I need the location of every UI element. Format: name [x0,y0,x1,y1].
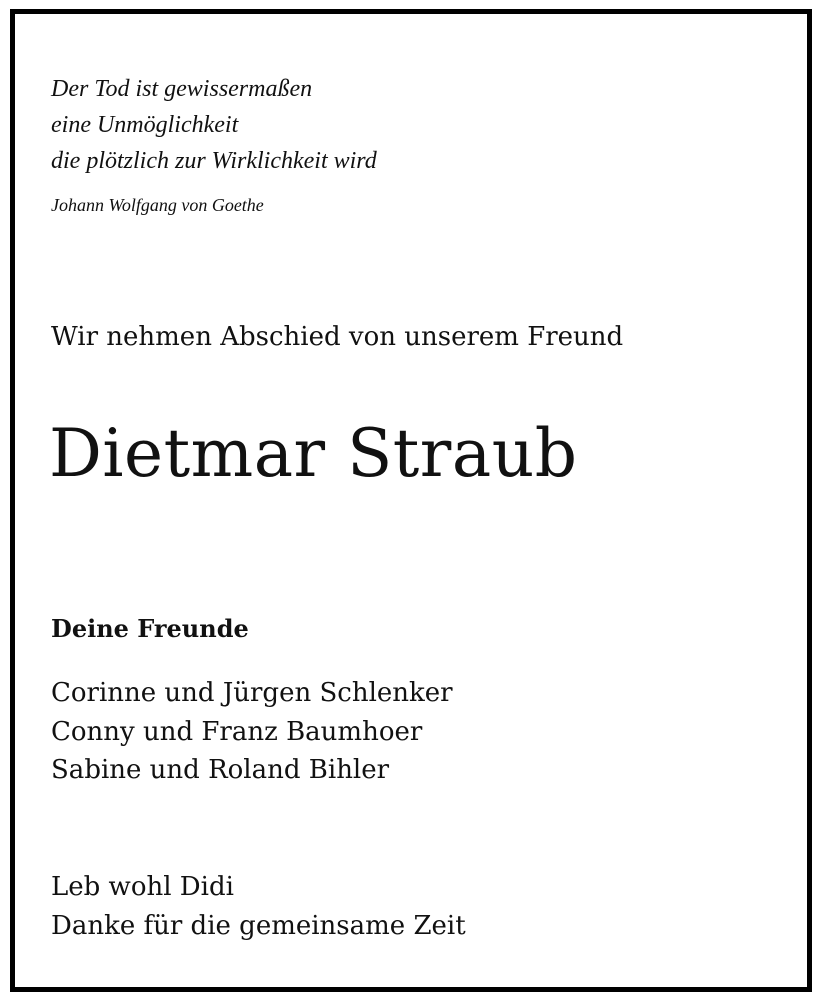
quote-line: Der Tod ist gewissermaßen [51,76,313,102]
friend-entry: Corinne und Jürgen Schlenker [51,678,453,708]
friend-entry: Conny und Franz Baumhoer [51,716,423,747]
quote-author: Johann Wolfgang von Goethe [51,195,264,215]
obituary-content [51,14,787,987]
quote-line: die plötzlich zur Wirklichkeit wird [51,148,377,174]
quote [51,71,377,179]
farewell-line: Danke für die gemeinsame Zeit [51,910,466,941]
friends-heading: Deine Freunde [51,614,249,643]
quote-line: eine Unmöglichkeit [51,112,239,138]
obituary-frame [10,9,812,992]
farewell-line: Leb wohl Didi [51,872,234,902]
intro-text: Wir nehmen Abschied von unserem Freund [51,322,624,352]
friends-list [51,674,453,790]
friend-entry: Sabine und Roland Bihler [51,755,390,785]
farewell-message [51,868,466,945]
deceased-name: Dietmar Straub [49,415,578,492]
